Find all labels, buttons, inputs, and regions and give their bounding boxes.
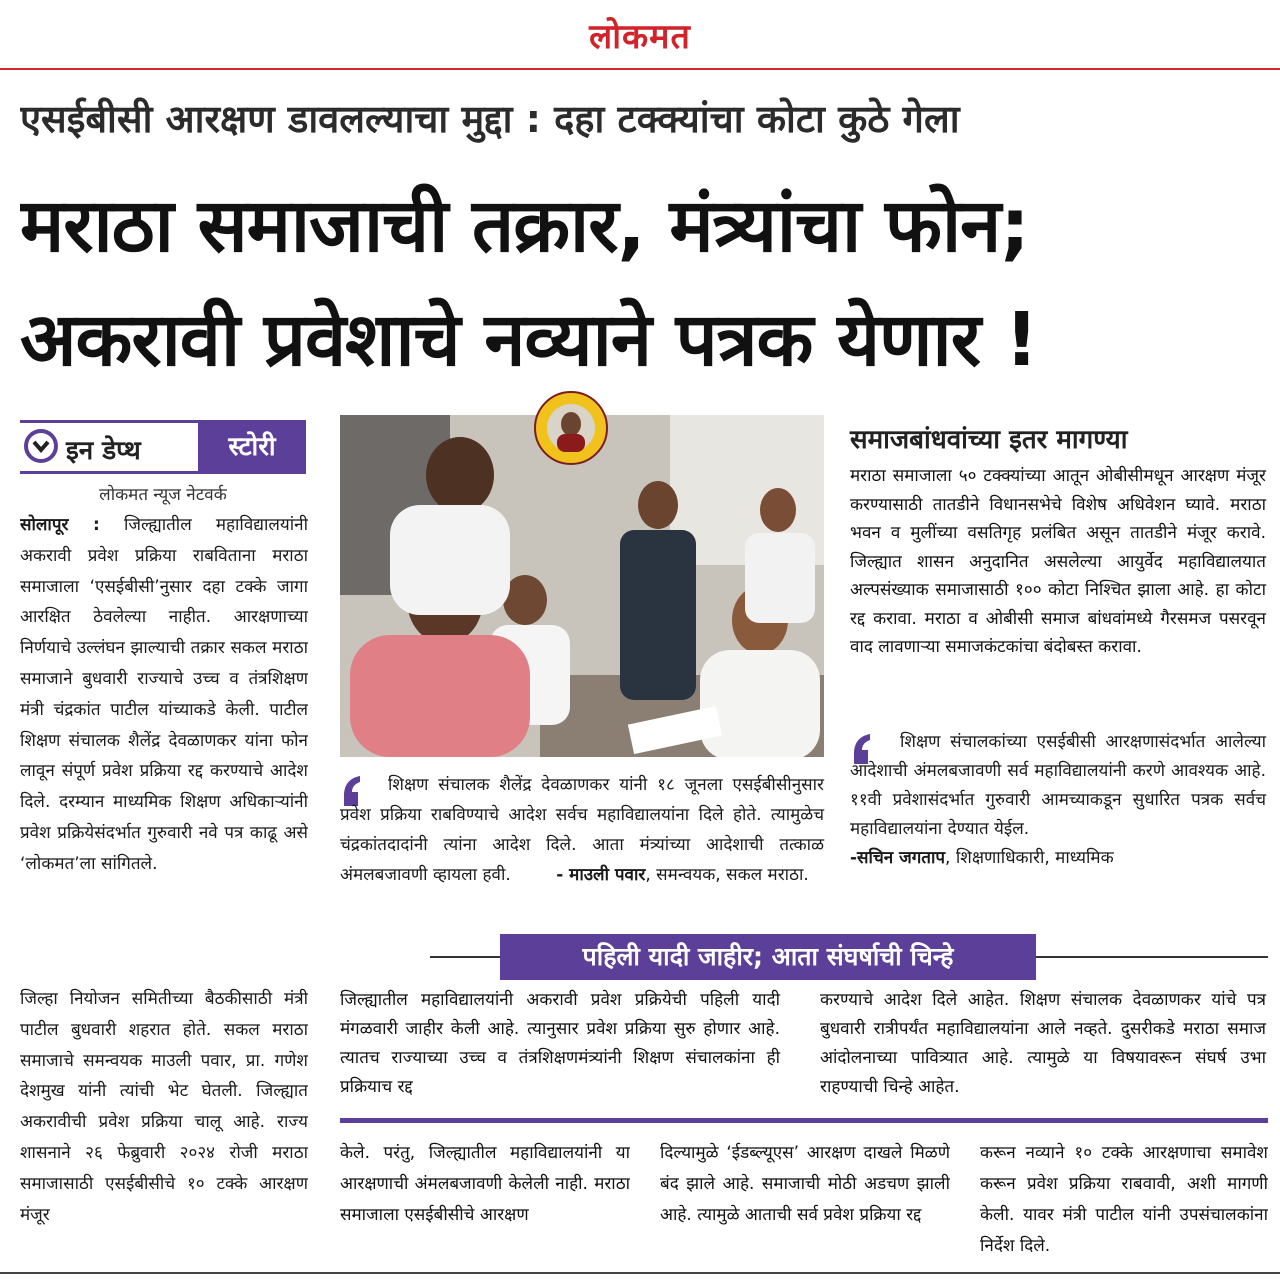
main-headline-line1: मराठा समाजाची तक्रार, मंत्र्यांचा फोन; <box>20 183 1029 269</box>
banner-story-col-2: करण्याचे आदेश दिले आहेत. शिक्षण संचालक देवळाणकर यांचे पत्र बुधवारी रात्रीपर्यंत महाविद्यालयांना आले नव्हते. दुसरीकडे मराठा समाज आंदोलनाच्या पावित्र्यात आहे. त्यामुळे या विषयावरून संघर्ष उभा राहण्याची चिन्हे आहेत. <box>820 990 1266 1097</box>
quote2-text: शिक्षण संचालकांच्या एसईबीसी आरक्षणासंदर्भात आलेल्या आदेशाची अंमलबजावणी सर्व महाविद्यालयांनी करणे आवश्यक आहे. ११वी प्रवेशासंदर्भात गुरुवारी आमच्याकडून सुधारित पत्रक सर्वच महाविद्यालयांना देण्यात येईल. <box>850 732 1266 839</box>
byline: लोकमत न्यूज नेटवर्क <box>99 485 227 505</box>
meeting-photo-illustration <box>340 415 824 757</box>
quote-block-2 <box>850 728 1266 908</box>
kicker-headline: एसईबीसी आरक्षण डावलल्याचा मुद्दा : दहा टक्क्यांचा कोटा कुठे गेला <box>20 97 960 141</box>
quote1-text: शिक्षण संचालक शैलेंद्र देवळाणकर यांनी १८ जूनला एसईबीसीनुसार प्रवेश प्रक्रिया राबविण्याचे आदेश सर्वच महाविद्यालयांना दिले होते. त्यामुळेच चंद्रकांतदादांनी त्यांना आदेश दिले. आता मंत्र्यांच्या आदेशाची तत्काळ अंमलबजावणी व्हायला हवी. <box>340 775 824 885</box>
quote2-author: -सचिन जगताप <box>850 848 946 868</box>
dateline: सोलापूर : <box>20 515 100 535</box>
quote2-role: , शिक्षणाधिकारी, माध्यमिक <box>945 848 1114 868</box>
banner-story-col-1: जिल्ह्यातील महाविद्यालयांनी अकरावी प्रवेश प्रक्रियेची पहिली यादी मंगळवारी जाहीर केली आहे. त्यानुसार प्रवेश प्रक्रिया सुरु होणार आहे. त्यातच राज्याच्या उच्च व तंत्रशिक्षणमंत्र्यांनी शिक्षण संचालकांना ही प्रक्रियाच रद्द <box>340 990 780 1097</box>
page-bottom-rule <box>0 1272 1280 1274</box>
left-paragraph-2: जिल्हा नियोजन समितीच्या बैठकीसाठी मंत्री पाटील बुधवारी शहरात होते. सकल मराठा समाजाचे समन्वयक माउली पवार, प्रा. गणेश देशमुख यांनी त्यांची भेट घेतली. जिल्ह्यात अकरावीची प्रवेश प्रक्रिया चालू आहे. राज्य शासनाने २६ फेब्रुवारी २०२४ रोजी मराठा समाजासाठी एसईबीसीचे १० टक्के आरक्षण मंजूर <box>20 989 308 1225</box>
contributor-avatar <box>533 390 609 466</box>
bottom-col-2: दिल्यामुळे ‘ईडब्ल्यूएस’ आरक्षण दाखले मिळणे बंद झाले आहे. समाजाची मोठी अडचण झाली आहे. त्यामुळे आताची सर्व प्रवेश प्रक्रिया रद्द <box>660 1143 950 1225</box>
left-paragraph-1: जिल्ह्यातील महाविद्यालयांनी अकरावी प्रवेश प्रक्रिया राबविताना मराठा समाजाला ‘एसईबीसी’नुसार दहा टक्के जागा आरक्षित ठेवलेल्या नाहीत. आरक्षणाच्या निर्णयाचे उल्लंघन झाल्याची तक्रार सकल मराठा समाजाने बुधवारी राज्याचे उच्च व तंत्रशिक्षण मंत्री चंद्रकांत पाटील यांच्याकडे केली. पाटील शिक्षण संचालक शैलेंद्र देवळाणकर यांना फोन लावून संपूर्ण प्रवेश प्रक्रिया रद्द करण्याचे आदेश दिले. दरम्यान माध्यमिक शिक्षण अधिकाऱ्यांनी प्रवेश प्रक्रियेसंदर्भात गुरुवारी नवे पत्र काढू असे ‘लोकमत’ला सांगितले. <box>20 515 308 874</box>
badge-label-story: स्टोरी <box>198 423 306 471</box>
quote-block-1 <box>340 770 824 920</box>
sidebar-heading: समाजबांधवांच्या इतर मागण्या <box>850 425 1128 455</box>
subheading-banner: पहिली यादी जाहीर; आता संघर्षाची चिन्हे <box>500 934 1036 980</box>
in-depth-story-badge <box>20 420 306 474</box>
section-divider <box>340 1118 1268 1123</box>
main-headline-line2: अकरावी प्रवेशाचे नव्याने पत्रक येणार ! <box>20 297 1038 383</box>
newspaper-logo: लोकमत <box>589 17 691 57</box>
quote1-author: - माउली पवार <box>556 865 646 885</box>
down-arrow-icon <box>24 429 58 463</box>
quote1-role: , समन्वयक, सकल मराठा. <box>645 865 809 885</box>
news-photo <box>340 415 824 757</box>
left-column-body <box>20 510 308 975</box>
bottom-col-3: करून नव्याने १० टक्के आरक्षणाचा समावेश करून प्रवेश प्रक्रिया राबवावी, अशी मागणी केली. यावर मंत्री पाटील यांनी उपसंचालकांना निर्देश दिले. <box>980 1143 1268 1256</box>
bottom-col-1: केले. परंतु, जिल्ह्यातील महाविद्यालयांनी या आरक्षणाची अंमलबजावणी केलेली नाही. मराठा समाजाला एसईबीसीचे आरक्षण <box>340 1143 630 1225</box>
masthead <box>0 0 1280 62</box>
sidebar-text: मराठा समाजाला ५० टक्क्यांच्या आतून ओबीसीमधून आरक्षण मंजूर करण्यासाठी तातडीने विधानसभेचे विशेष अधिवेशन घ्यावे. मराठा भवन व मुलींच्या वसतिगृह प्रलंबित असून तातडीने मंजूर करावे. जिल्ह्यात शासन अनुदानित असलेल्या आयुर्वेद महाविद्यालयात अल्पसंख्याक समाजासाठी १०० कोटा निश्चित झाला आहे. हा कोटा रद्द करावा. मराठा व ओबीसी समाज बांधवांमध्ये गैरसमज पसरवून वाद लावणाऱ्या समाजकंटकांचा बंदोबस्त करावा. <box>850 466 1266 657</box>
badge-label-in-depth: इन डेप्थ <box>66 436 141 466</box>
masthead-rule <box>0 68 1280 70</box>
